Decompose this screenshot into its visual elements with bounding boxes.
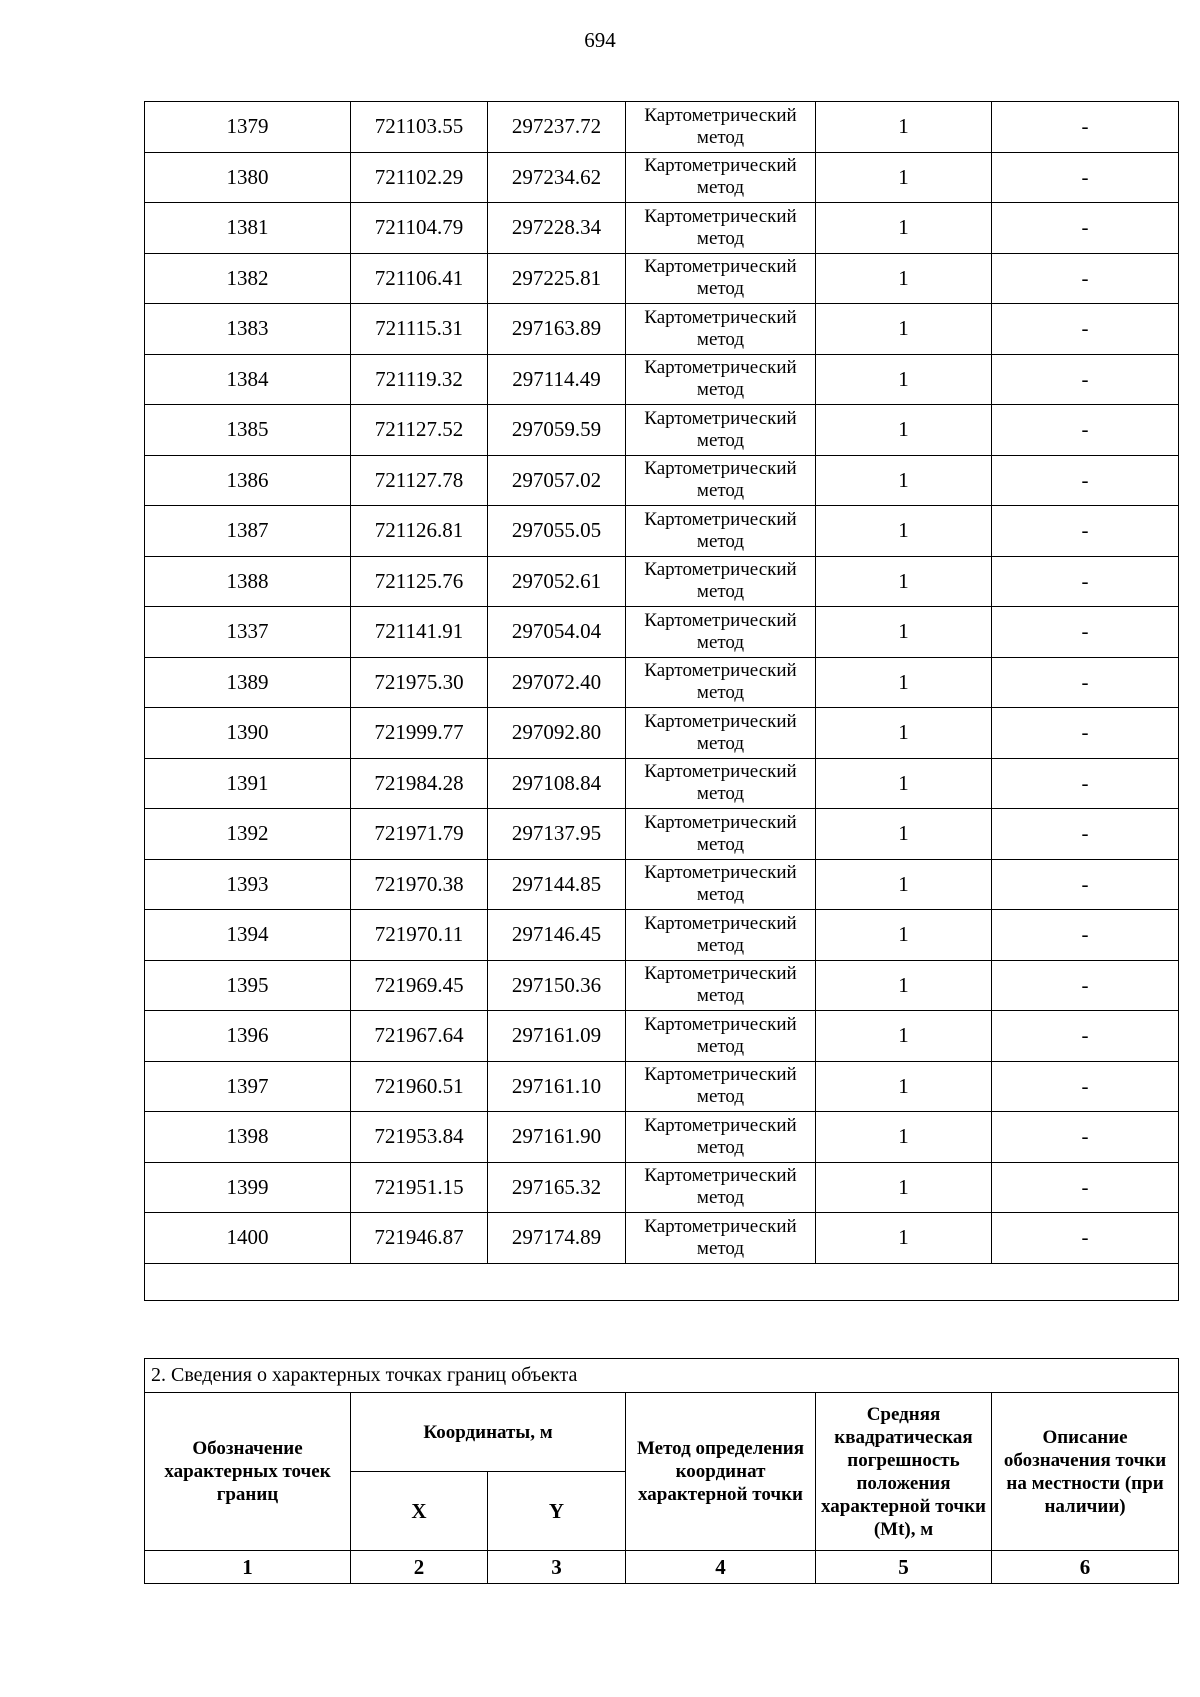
cell-point: 1386 (145, 455, 351, 506)
cell-point: 1390 (145, 708, 351, 759)
cell-y: 297057.02 (488, 455, 626, 506)
empty-row (145, 1263, 1179, 1300)
table-row (145, 1213, 1179, 1264)
cell-description: - (992, 607, 1179, 658)
cell-x: 721970.38 (351, 859, 488, 910)
points-table-body (145, 102, 1179, 1301)
cell-point: 1397 (145, 1061, 351, 1112)
cell-method: Картометрический метод (626, 960, 816, 1011)
cell-mt: 1 (816, 960, 992, 1011)
table-row (145, 102, 1179, 153)
cell-description: - (992, 708, 1179, 759)
cell-description: - (992, 405, 1179, 456)
cell-description: - (992, 859, 1179, 910)
header-point-designation: Обозначение характерных точек границ (145, 1393, 351, 1551)
cell-method: Картометрический метод (626, 607, 816, 658)
cell-y: 297054.04 (488, 607, 626, 658)
cell-x: 721969.45 (351, 960, 488, 1011)
cell-mt: 1 (816, 758, 992, 809)
points-table (144, 101, 1179, 1301)
cell-y: 297225.81 (488, 253, 626, 304)
cell-mt: 1 (816, 405, 992, 456)
cell-mt: 1 (816, 506, 992, 557)
cell-method: Картометрический метод (626, 102, 816, 153)
cell-x: 721946.87 (351, 1213, 488, 1264)
cell-description: - (992, 960, 1179, 1011)
cell-x: 721119.32 (351, 354, 488, 405)
cell-point: 1382 (145, 253, 351, 304)
cell-method: Картометрический метод (626, 203, 816, 254)
cell-method: Картометрический метод (626, 1162, 816, 1213)
table-row (145, 758, 1179, 809)
cell-point: 1400 (145, 1213, 351, 1264)
table-row (145, 253, 1179, 304)
cell-method: Картометрический метод (626, 1112, 816, 1163)
cell-mt: 1 (816, 1112, 992, 1163)
cell-x: 721999.77 (351, 708, 488, 759)
cell-x: 721971.79 (351, 809, 488, 860)
cell-point: 1389 (145, 657, 351, 708)
table-row (145, 455, 1179, 506)
cell-mt: 1 (816, 556, 992, 607)
cell-mt: 1 (816, 607, 992, 658)
cell-description: - (992, 556, 1179, 607)
cell-description: - (992, 304, 1179, 355)
table-row (145, 708, 1179, 759)
cell-method: Картометрический метод (626, 708, 816, 759)
cell-x: 721127.78 (351, 455, 488, 506)
cell-y: 297174.89 (488, 1213, 626, 1264)
cell-y: 297237.72 (488, 102, 626, 153)
cell-y: 297052.61 (488, 556, 626, 607)
cell-point: 1394 (145, 910, 351, 961)
column-numbers-row (145, 1551, 1179, 1584)
cell-y: 297228.34 (488, 203, 626, 254)
cell-description: - (992, 152, 1179, 203)
cell-method: Картометрический метод (626, 304, 816, 355)
cell-method: Картометрический метод (626, 859, 816, 910)
cell-mt: 1 (816, 354, 992, 405)
cell-point: 1388 (145, 556, 351, 607)
cell-method: Картометрический метод (626, 506, 816, 557)
table-row (145, 1112, 1179, 1163)
cell-mt: 1 (816, 102, 992, 153)
cell-description: - (992, 102, 1179, 153)
table-row (145, 859, 1179, 910)
cell-description: - (992, 1112, 1179, 1163)
cell-point: 1337 (145, 607, 351, 658)
header-coordinates: Координаты, м (351, 1393, 626, 1472)
table-row (145, 152, 1179, 203)
cell-x: 721984.28 (351, 758, 488, 809)
cell-point: 1395 (145, 960, 351, 1011)
cell-x: 721126.81 (351, 506, 488, 557)
column-number: 4 (626, 1551, 816, 1584)
cell-x: 721953.84 (351, 1112, 488, 1163)
cell-method: Картометрический метод (626, 657, 816, 708)
cell-y: 297092.80 (488, 708, 626, 759)
cell-x: 721951.15 (351, 1162, 488, 1213)
cell-method: Картометрический метод (626, 253, 816, 304)
table-row (145, 203, 1179, 254)
section2-title: 2. Сведения о характерных точках границ объекта (145, 1359, 1179, 1393)
cell-mt: 1 (816, 253, 992, 304)
cell-y: 297165.32 (488, 1162, 626, 1213)
cell-point: 1398 (145, 1112, 351, 1163)
cell-point: 1379 (145, 102, 351, 153)
cell-point: 1380 (145, 152, 351, 203)
cell-point: 1387 (145, 506, 351, 557)
table-row (145, 910, 1179, 961)
cell-y: 297161.10 (488, 1061, 626, 1112)
cell-description: - (992, 506, 1179, 557)
cell-point: 1383 (145, 304, 351, 355)
cell-x: 721967.64 (351, 1011, 488, 1062)
cell-description: - (992, 1213, 1179, 1264)
cell-mt: 1 (816, 1162, 992, 1213)
cell-mt: 1 (816, 809, 992, 860)
cell-x: 721102.29 (351, 152, 488, 203)
cell-method: Картометрический метод (626, 152, 816, 203)
page-number: 694 (584, 28, 616, 52)
header-method: Метод определения координат характерной точки (626, 1393, 816, 1551)
cell-method: Картометрический метод (626, 910, 816, 961)
cell-y: 297146.45 (488, 910, 626, 961)
cell-mt: 1 (816, 152, 992, 203)
cell-method: Картометрический метод (626, 354, 816, 405)
cell-x: 721127.52 (351, 405, 488, 456)
cell-y: 297137.95 (488, 809, 626, 860)
column-number: 2 (351, 1551, 488, 1584)
header-description: Описание обозначения точки на местности (при наличии) (992, 1393, 1179, 1551)
cell-description: - (992, 1162, 1179, 1213)
cell-method: Картометрический метод (626, 405, 816, 456)
column-number: 1 (145, 1551, 351, 1584)
cell-point: 1393 (145, 859, 351, 910)
cell-point: 1396 (145, 1011, 351, 1062)
cell-y: 297234.62 (488, 152, 626, 203)
cell-method: Картометрический метод (626, 455, 816, 506)
cell-description: - (992, 758, 1179, 809)
cell-y: 297108.84 (488, 758, 626, 809)
cell-mt: 1 (816, 1061, 992, 1112)
cell-description: - (992, 809, 1179, 860)
cell-method: Картометрический метод (626, 809, 816, 860)
cell-method: Картометрический метод (626, 758, 816, 809)
cell-y: 297114.49 (488, 354, 626, 405)
cell-x: 721104.79 (351, 203, 488, 254)
cell-description: - (992, 1011, 1179, 1062)
cell-x: 721975.30 (351, 657, 488, 708)
empty-cell (145, 1263, 1179, 1300)
cell-y: 297150.36 (488, 960, 626, 1011)
cell-point: 1391 (145, 758, 351, 809)
table-row (145, 506, 1179, 557)
cell-mt: 1 (816, 455, 992, 506)
cell-point: 1392 (145, 809, 351, 860)
cell-point: 1384 (145, 354, 351, 405)
cell-y: 297055.05 (488, 506, 626, 557)
cell-mt: 1 (816, 304, 992, 355)
cell-x: 721970.11 (351, 910, 488, 961)
cell-y: 297059.59 (488, 405, 626, 456)
header-x: X (351, 1472, 488, 1551)
cell-mt: 1 (816, 657, 992, 708)
cell-point: 1381 (145, 203, 351, 254)
cell-description: - (992, 455, 1179, 506)
table-row (145, 1061, 1179, 1112)
cell-method: Картометрический метод (626, 1061, 816, 1112)
section2-table (144, 1358, 1179, 1584)
cell-mt: 1 (816, 1213, 992, 1264)
cell-point: 1399 (145, 1162, 351, 1213)
cell-mt: 1 (816, 203, 992, 254)
cell-description: - (992, 1061, 1179, 1112)
cell-description: - (992, 910, 1179, 961)
table-row (145, 1011, 1179, 1062)
table-row (145, 607, 1179, 658)
cell-y: 297163.89 (488, 304, 626, 355)
column-number: 5 (816, 1551, 992, 1584)
cell-x: 721106.41 (351, 253, 488, 304)
table-row (145, 354, 1179, 405)
cell-x: 721960.51 (351, 1061, 488, 1112)
cell-x: 721115.31 (351, 304, 488, 355)
cell-description: - (992, 203, 1179, 254)
cell-method: Картометрический метод (626, 1213, 816, 1264)
cell-x: 721103.55 (351, 102, 488, 153)
header-y: Y (488, 1472, 626, 1551)
table-row (145, 304, 1179, 355)
table-row (145, 809, 1179, 860)
table-row (145, 405, 1179, 456)
column-number: 3 (488, 1551, 626, 1584)
cell-y: 297144.85 (488, 859, 626, 910)
cell-point: 1385 (145, 405, 351, 456)
table-row (145, 657, 1179, 708)
cell-mt: 1 (816, 1011, 992, 1062)
cell-x: 721125.76 (351, 556, 488, 607)
cell-y: 297161.90 (488, 1112, 626, 1163)
cell-mt: 1 (816, 708, 992, 759)
cell-y: 297072.40 (488, 657, 626, 708)
cell-description: - (992, 657, 1179, 708)
table-row (145, 556, 1179, 607)
cell-method: Картометрический метод (626, 1011, 816, 1062)
cell-mt: 1 (816, 910, 992, 961)
table-row (145, 960, 1179, 1011)
table-row (145, 1162, 1179, 1213)
cell-y: 297161.09 (488, 1011, 626, 1062)
cell-x: 721141.91 (351, 607, 488, 658)
column-number: 6 (992, 1551, 1179, 1584)
cell-mt: 1 (816, 859, 992, 910)
cell-description: - (992, 354, 1179, 405)
header-mean-square-error: Средняя квадратическая погрешность положения характерной точки (Mt), м (816, 1393, 992, 1551)
cell-description: - (992, 253, 1179, 304)
cell-method: Картометрический метод (626, 556, 816, 607)
